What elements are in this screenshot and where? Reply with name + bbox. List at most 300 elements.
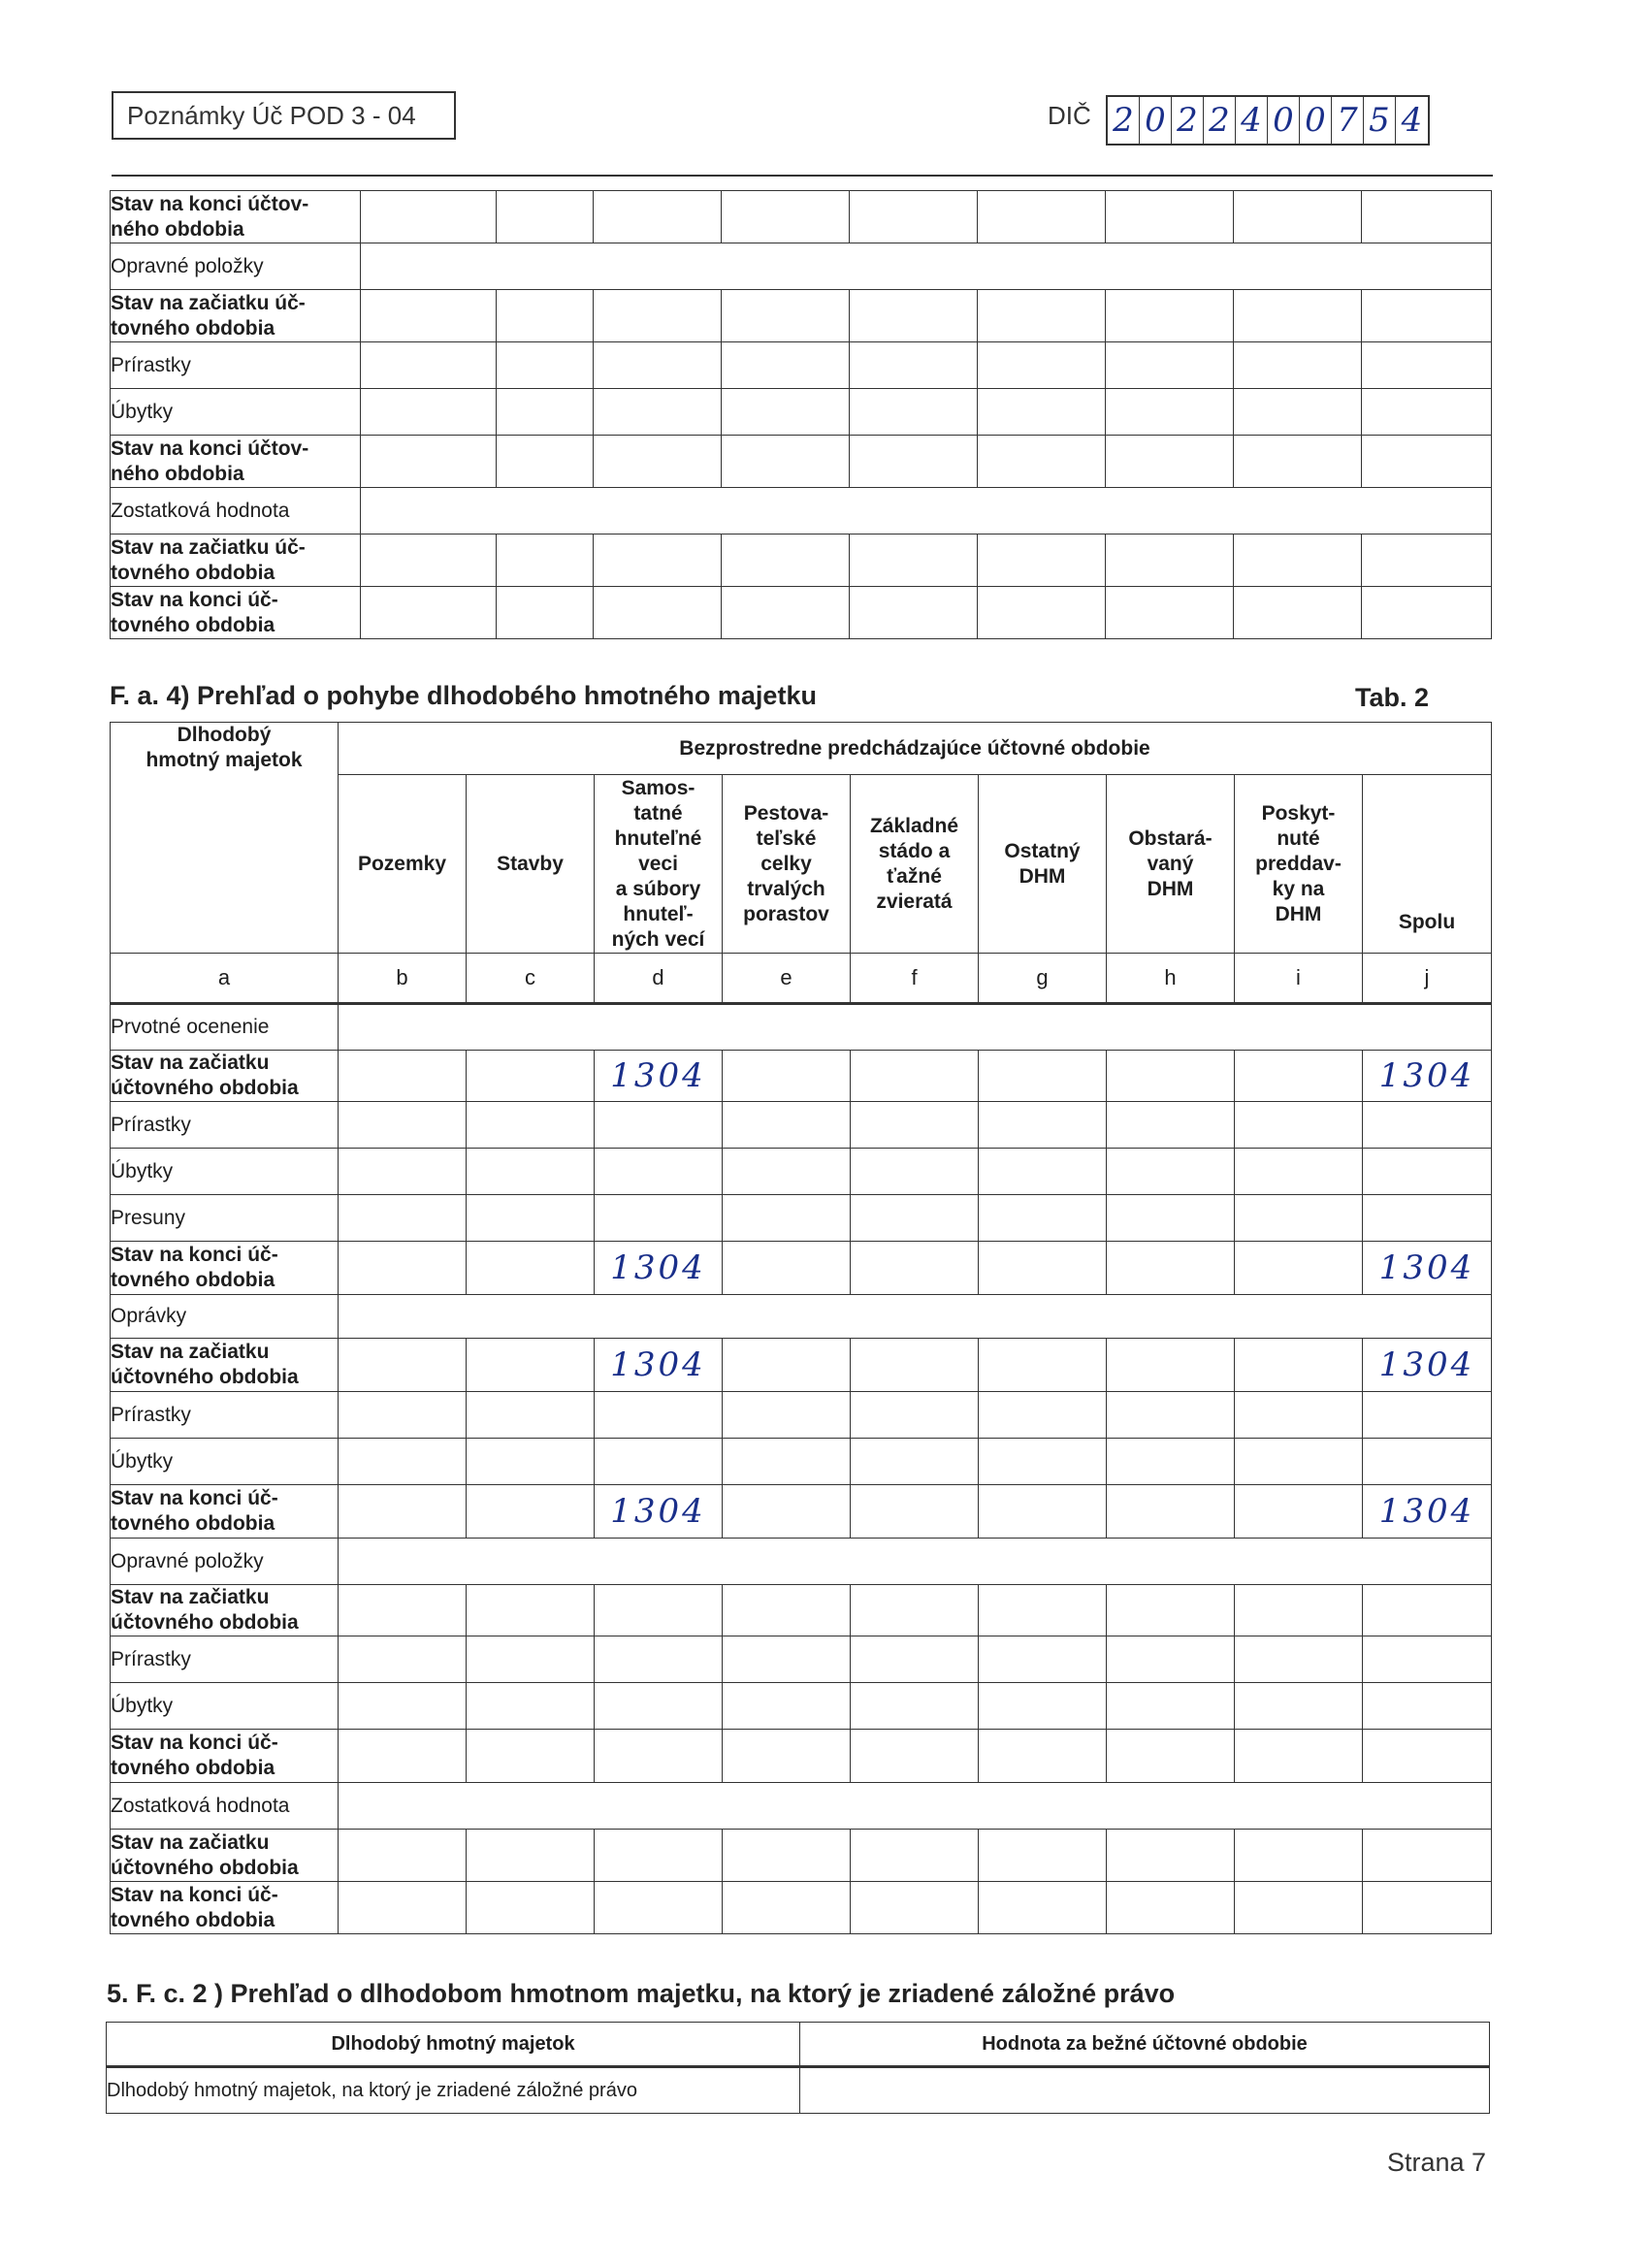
data-cell-j <box>1363 1730 1492 1783</box>
data-cell-b <box>339 1392 467 1439</box>
data-cell-j: 1304 <box>1363 1242 1492 1295</box>
data-cell-c <box>467 1485 595 1539</box>
data-cell-h <box>1107 1485 1235 1539</box>
row-label-text: Stav na konci úč- tovného obdobia <box>111 1732 278 1779</box>
top-row-label <box>111 436 361 488</box>
top-data-cell <box>850 535 978 587</box>
row-label <box>111 1295 339 1339</box>
top-data-cell <box>850 342 978 389</box>
data-cell-g <box>979 1392 1107 1439</box>
row-label <box>111 1585 339 1636</box>
row-label <box>111 1195 339 1242</box>
row-label <box>111 1730 339 1783</box>
data-cell-g <box>979 1242 1107 1295</box>
pledge-value-cell <box>800 2067 1490 2114</box>
data-cell-f <box>851 1585 979 1636</box>
data-cell-e <box>723 1730 851 1783</box>
data-cell-b <box>339 1195 467 1242</box>
column-header-text: Pozemky <box>357 852 447 875</box>
data-cell-h <box>1107 1683 1235 1730</box>
form-label: Poznámky Úč POD 3 - 04 <box>127 101 416 130</box>
top-row-label <box>111 535 361 587</box>
top-data-cell <box>361 389 497 436</box>
top-data-cell <box>1362 436 1492 488</box>
section-spacer <box>339 1004 1492 1051</box>
data-cell-f <box>851 1683 979 1730</box>
row-label-text: Prvotné ocenenie <box>111 1016 270 1038</box>
data-cell-d <box>595 1683 723 1730</box>
data-cell-e <box>723 1830 851 1882</box>
top-data-cell <box>978 436 1106 488</box>
data-cell-i <box>1235 1051 1363 1102</box>
data-cell-h <box>1107 1439 1235 1485</box>
top-data-cell <box>850 290 978 342</box>
top-data-cell <box>497 389 594 436</box>
data-cell-j: 1304 <box>1363 1339 1492 1392</box>
data-cell-i <box>1235 1339 1363 1392</box>
top-data-cell <box>497 290 594 342</box>
top-row-label-text: Stav na konci účtov- ného obdobia <box>111 437 309 485</box>
row-label-text: Stav na začiatku účtovného obdobia <box>111 1831 299 1879</box>
data-cell-h <box>1107 1195 1235 1242</box>
data-cell-g <box>979 1636 1107 1683</box>
data-cell-i <box>1235 1636 1363 1683</box>
data-cell-f <box>851 1439 979 1485</box>
previous-table-continuation <box>110 190 1492 639</box>
column-header <box>1107 775 1235 954</box>
row-label <box>111 1339 339 1392</box>
data-cell-g <box>979 1882 1107 1934</box>
data-cell-c <box>467 1339 595 1392</box>
data-cell-e <box>723 1195 851 1242</box>
data-cell-b <box>339 1636 467 1683</box>
data-cell-g <box>979 1102 1107 1149</box>
row-label <box>111 1004 339 1051</box>
data-cell-c <box>467 1392 595 1439</box>
top-row-label <box>111 587 361 639</box>
pledge-table <box>106 2022 1490 2114</box>
data-cell-c <box>467 1636 595 1683</box>
row-label <box>111 1485 339 1539</box>
data-cell-i <box>1235 1149 1363 1195</box>
top-data-cell <box>497 436 594 488</box>
data-cell-b <box>339 1339 467 1392</box>
data-cell-d <box>595 1882 723 1934</box>
row-label-text: Zostatková hodnota <box>111 1794 290 1817</box>
data-cell-d <box>595 1636 723 1683</box>
row-label-text: Prírastky <box>111 1403 191 1426</box>
top-data-cell <box>594 290 722 342</box>
data-cell-g <box>979 1149 1107 1195</box>
data-cell-b <box>339 1485 467 1539</box>
top-data-cell <box>722 389 850 436</box>
column-header <box>1235 775 1363 954</box>
data-cell-c <box>467 1439 595 1485</box>
column-header-text: Poskyt- nuté preddav- ky na DHM <box>1255 801 1342 925</box>
data-cell-g <box>979 1683 1107 1730</box>
top-data-cell <box>978 535 1106 587</box>
data-cell-d <box>595 1439 723 1485</box>
top-data-cell <box>594 436 722 488</box>
data-cell-j: 1304 <box>1363 1051 1492 1102</box>
top-data-cell <box>1106 436 1234 488</box>
row-label-text: Presuny <box>111 1206 186 1229</box>
section-fa4-title: F. a. 4) Prehľad o pohybe dlhodobého hmotného majetku <box>110 681 817 710</box>
data-cell-h <box>1107 1730 1235 1783</box>
column-header-text: Samos- tatné hnuteľné veci a súbory hnuteľ- ných vecí <box>611 776 705 951</box>
data-cell-b <box>339 1149 467 1195</box>
data-cell-e <box>723 1882 851 1934</box>
row-label <box>111 1830 339 1882</box>
top-row-label <box>111 488 361 535</box>
dic-digit: 2 <box>1204 97 1236 144</box>
data-cell-f <box>851 1882 979 1934</box>
column-letter: c <box>467 954 595 1004</box>
column-header <box>723 775 851 954</box>
data-cell-h <box>1107 1882 1235 1934</box>
top-data-cell <box>497 587 594 639</box>
column-header-text: Ostatný DHM <box>1004 839 1081 888</box>
column-letter: f <box>851 954 979 1004</box>
top-data-cell <box>594 389 722 436</box>
dic-label: DIČ <box>1048 101 1091 130</box>
data-cell-g <box>979 1830 1107 1882</box>
top-data-cell <box>361 535 497 587</box>
data-cell-j <box>1363 1102 1492 1149</box>
top-data-cell <box>1234 191 1362 243</box>
top-data-cell <box>361 587 497 639</box>
data-cell-c <box>467 1102 595 1149</box>
column-header-text: Pestova- teľské celky trvalých porastov <box>743 801 829 925</box>
data-cell-d <box>595 1585 723 1636</box>
top-row-label-text: Stav na konci úč- tovného obdobia <box>111 588 278 636</box>
data-cell-i <box>1235 1242 1363 1295</box>
top-data-cell <box>361 290 497 342</box>
row-label <box>111 1882 339 1934</box>
top-data-cell <box>1362 191 1492 243</box>
row-label-text: Stav na konci úč- tovného obdobia <box>111 1487 278 1535</box>
data-cell-h <box>1107 1051 1235 1102</box>
data-cell-c <box>467 1195 595 1242</box>
row-label-text: Prírastky <box>111 1647 191 1670</box>
top-data-cell <box>1106 342 1234 389</box>
data-cell-i <box>1235 1683 1363 1730</box>
top-row-label <box>111 191 361 243</box>
top-data-cell <box>1362 535 1492 587</box>
row-label-text: Opravné položky <box>111 1549 264 1572</box>
row-label-text: Stav na konci úč- tovného obdobia <box>111 1883 278 1931</box>
dic-digit: 2 <box>1172 97 1204 144</box>
top-data-cell <box>361 342 497 389</box>
top-data-cell <box>850 587 978 639</box>
column-header-text: Stavby <box>497 852 564 875</box>
page-number: Strana 7 <box>1387 2148 1487 2177</box>
column-header-text: Obstará- vaný DHM <box>1128 826 1212 900</box>
column-letter: h <box>1107 954 1235 1004</box>
data-cell-e <box>723 1439 851 1485</box>
data-cell-f <box>851 1636 979 1683</box>
top-data-cell <box>594 342 722 389</box>
column-letter: a <box>111 954 339 1004</box>
dic-digit: 5 <box>1364 97 1396 144</box>
data-cell-b <box>339 1585 467 1636</box>
dic-digit-boxes <box>1106 95 1430 146</box>
data-cell-j <box>1363 1585 1492 1636</box>
data-cell-d <box>595 1195 723 1242</box>
column-header <box>595 775 723 954</box>
top-data-cell <box>722 342 850 389</box>
row-label <box>111 1149 339 1195</box>
top-row-label-text: Opravné položky <box>111 254 264 277</box>
top-data-cell <box>594 587 722 639</box>
dic-digit: 0 <box>1268 97 1300 144</box>
row-label <box>111 1102 339 1149</box>
data-cell-g <box>979 1195 1107 1242</box>
row-label <box>111 1683 339 1730</box>
data-cell-f <box>851 1195 979 1242</box>
data-cell-e <box>723 1051 851 1102</box>
dic-digit: 0 <box>1300 97 1332 144</box>
tab-label: Tab. 2 <box>1355 683 1430 712</box>
data-cell-h <box>1107 1102 1235 1149</box>
column-header <box>467 775 595 954</box>
data-cell-e <box>723 1636 851 1683</box>
dic-digit: 4 <box>1401 101 1423 140</box>
data-cell-d <box>595 1392 723 1439</box>
dic-digit: 2 <box>1108 97 1140 144</box>
data-cell-g <box>979 1439 1107 1485</box>
data-cell-d: 1304 <box>595 1051 723 1102</box>
top-data-cell <box>978 290 1106 342</box>
form-label-box <box>112 91 456 140</box>
data-cell-c <box>467 1683 595 1730</box>
top-row-label-text: Prírastky <box>111 353 191 376</box>
top-data-cell <box>1362 290 1492 342</box>
row-label-text: Prírastky <box>111 1113 191 1136</box>
row-label-text: Úbytky <box>111 1694 174 1717</box>
data-cell-e <box>723 1392 851 1439</box>
row-label <box>111 1783 339 1830</box>
data-cell-j <box>1363 1636 1492 1683</box>
data-cell-j: 1304 <box>1363 1485 1492 1539</box>
data-cell-b <box>339 1830 467 1882</box>
data-cell-f <box>851 1149 979 1195</box>
dic-digit: 4 <box>1236 97 1268 144</box>
data-cell-g <box>979 1730 1107 1783</box>
data-cell-b <box>339 1882 467 1934</box>
data-cell-j <box>1363 1882 1492 1934</box>
data-cell-i <box>1235 1439 1363 1485</box>
top-data-cell <box>361 191 497 243</box>
data-cell-f <box>851 1392 979 1439</box>
data-cell-d <box>595 1149 723 1195</box>
data-cell-b <box>339 1683 467 1730</box>
top-data-cell <box>1234 342 1362 389</box>
data-cell-i <box>1235 1195 1363 1242</box>
data-cell-j <box>1363 1392 1492 1439</box>
data-cell-i <box>1235 1585 1363 1636</box>
top-data-cell <box>1234 389 1362 436</box>
top-row-label <box>111 243 361 290</box>
data-cell-c <box>467 1585 595 1636</box>
data-cell-h <box>1107 1339 1235 1392</box>
top-data-cell <box>1362 389 1492 436</box>
data-cell-c <box>467 1051 595 1102</box>
data-cell-e <box>723 1339 851 1392</box>
data-cell-i <box>1235 1830 1363 1882</box>
data-cell-j <box>1363 1683 1492 1730</box>
row-label-text: Úbytky <box>111 1159 174 1183</box>
data-cell-b <box>339 1242 467 1295</box>
data-cell-h <box>1107 1830 1235 1882</box>
top-data-cell <box>1362 587 1492 639</box>
top-data-cell <box>1234 436 1362 488</box>
top-data-cell <box>1106 389 1234 436</box>
data-cell-h <box>1107 1585 1235 1636</box>
row-label <box>111 1392 339 1439</box>
top-data-cell <box>594 191 722 243</box>
data-cell-i <box>1235 1730 1363 1783</box>
data-cell-e <box>723 1102 851 1149</box>
section-spacer <box>339 1539 1492 1585</box>
data-cell-j <box>1363 1830 1492 1882</box>
pledge-row-label: Dlhodobý hmotný majetok, na ktorý je zriadené záložné právo <box>107 2067 800 2114</box>
top-data-cell <box>1234 290 1362 342</box>
row-label-text: Stav na začiatku účtovného obdobia <box>111 1341 299 1388</box>
column-letter: e <box>723 954 851 1004</box>
data-cell-e <box>723 1149 851 1195</box>
column-header <box>339 775 467 954</box>
top-data-cell <box>497 535 594 587</box>
top-data-cell <box>850 191 978 243</box>
top-data-cell <box>722 290 850 342</box>
top-data-cell <box>1106 535 1234 587</box>
top-data-cell <box>497 191 594 243</box>
pledge-col-right: Hodnota za bežné účtovné obdobie <box>800 2023 1490 2067</box>
top-data-cell <box>1106 191 1234 243</box>
top-data-cell <box>1362 342 1492 389</box>
data-cell-b <box>339 1102 467 1149</box>
section-spacer <box>339 1783 1492 1830</box>
top-row-label <box>111 342 361 389</box>
column-header <box>979 775 1107 954</box>
row-label <box>111 1439 339 1485</box>
row-label <box>111 1636 339 1683</box>
section-spacer <box>361 243 1492 290</box>
data-cell-d <box>595 1730 723 1783</box>
top-data-cell <box>361 436 497 488</box>
data-cell-d: 1304 <box>595 1485 723 1539</box>
row-label <box>111 1242 339 1295</box>
data-cell-f <box>851 1339 979 1392</box>
data-cell-d: 1304 <box>595 1242 723 1295</box>
top-data-cell <box>1234 587 1362 639</box>
data-cell-g <box>979 1051 1107 1102</box>
column-letter: i <box>1235 954 1363 1004</box>
data-cell-e <box>723 1242 851 1295</box>
top-data-cell <box>1106 290 1234 342</box>
column-letter: j <box>1363 954 1492 1004</box>
top-data-cell <box>850 389 978 436</box>
data-cell-d: 1304 <box>595 1339 723 1392</box>
top-data-cell <box>978 342 1106 389</box>
data-cell-j <box>1363 1149 1492 1195</box>
top-data-cell <box>1234 535 1362 587</box>
column-header-text: Základné stádo a ťažné zvieratá <box>869 814 959 913</box>
top-data-cell <box>978 389 1106 436</box>
column-header-text: Spolu <box>1398 911 1456 933</box>
top-data-cell <box>722 191 850 243</box>
data-cell-g <box>979 1339 1107 1392</box>
top-data-cell <box>978 191 1106 243</box>
row-label-text: Oprávky <box>111 1305 187 1327</box>
top-data-cell <box>497 342 594 389</box>
data-cell-j <box>1363 1195 1492 1242</box>
top-row-label-text: Stav na začiatku úč- tovného obdobia <box>111 535 306 584</box>
dic-digit: 7 <box>1332 97 1364 144</box>
corner-header-text: Dlhodobý hmotný majetok <box>146 724 303 771</box>
data-cell-e <box>723 1485 851 1539</box>
top-data-cell <box>1106 587 1234 639</box>
row-label-text: Stav na začiatku účtovného obdobia <box>111 1052 299 1099</box>
top-row-label-text: Úbytky <box>111 400 174 423</box>
row-label <box>111 1539 339 1585</box>
data-cell-i <box>1235 1882 1363 1934</box>
data-cell-i <box>1235 1392 1363 1439</box>
row-label-text: Stav na konci úč- tovného obdobia <box>111 1244 278 1291</box>
data-cell-b <box>339 1051 467 1102</box>
data-cell-h <box>1107 1242 1235 1295</box>
header-divider <box>112 175 1493 177</box>
data-cell-e <box>723 1683 851 1730</box>
data-cell-f <box>851 1102 979 1149</box>
column-letter: b <box>339 954 467 1004</box>
section-spacer <box>361 488 1492 535</box>
top-row-label-text: Stav na začiatku úč- tovného obdobia <box>111 291 306 340</box>
data-cell-e <box>723 1585 851 1636</box>
data-cell-c <box>467 1730 595 1783</box>
dhm-movement-table <box>110 722 1492 1934</box>
data-cell-d <box>595 1102 723 1149</box>
column-letter: g <box>979 954 1107 1004</box>
data-cell-g <box>979 1585 1107 1636</box>
data-cell-b <box>339 1439 467 1485</box>
data-cell-f <box>851 1242 979 1295</box>
row-label-text: Stav na začiatku účtovného obdobia <box>111 1586 299 1634</box>
top-row-label <box>111 290 361 342</box>
data-cell-f <box>851 1830 979 1882</box>
data-cell-f <box>851 1051 979 1102</box>
data-cell-d <box>595 1830 723 1882</box>
top-row-label-text: Zostatková hodnota <box>111 499 290 522</box>
data-cell-b <box>339 1730 467 1783</box>
corner-header <box>111 723 339 954</box>
column-letter: d <box>595 954 723 1004</box>
column-header <box>851 775 979 954</box>
top-row-label <box>111 389 361 436</box>
row-label-text: Úbytky <box>111 1449 174 1473</box>
data-cell-f <box>851 1485 979 1539</box>
pledge-col-left: Dlhodobý hmotný majetok <box>107 2023 800 2067</box>
data-cell-i <box>1235 1485 1363 1539</box>
data-cell-c <box>467 1242 595 1295</box>
data-cell-h <box>1107 1636 1235 1683</box>
top-data-cell <box>722 436 850 488</box>
section-5fc2-title: 5. F. c. 2 ) Prehľad o dlhodobom hmotnom majetku, na ktorý je zriadené záložné právo <box>107 1979 1176 2008</box>
top-data-cell <box>978 587 1106 639</box>
data-cell-h <box>1107 1392 1235 1439</box>
top-data-cell <box>850 436 978 488</box>
